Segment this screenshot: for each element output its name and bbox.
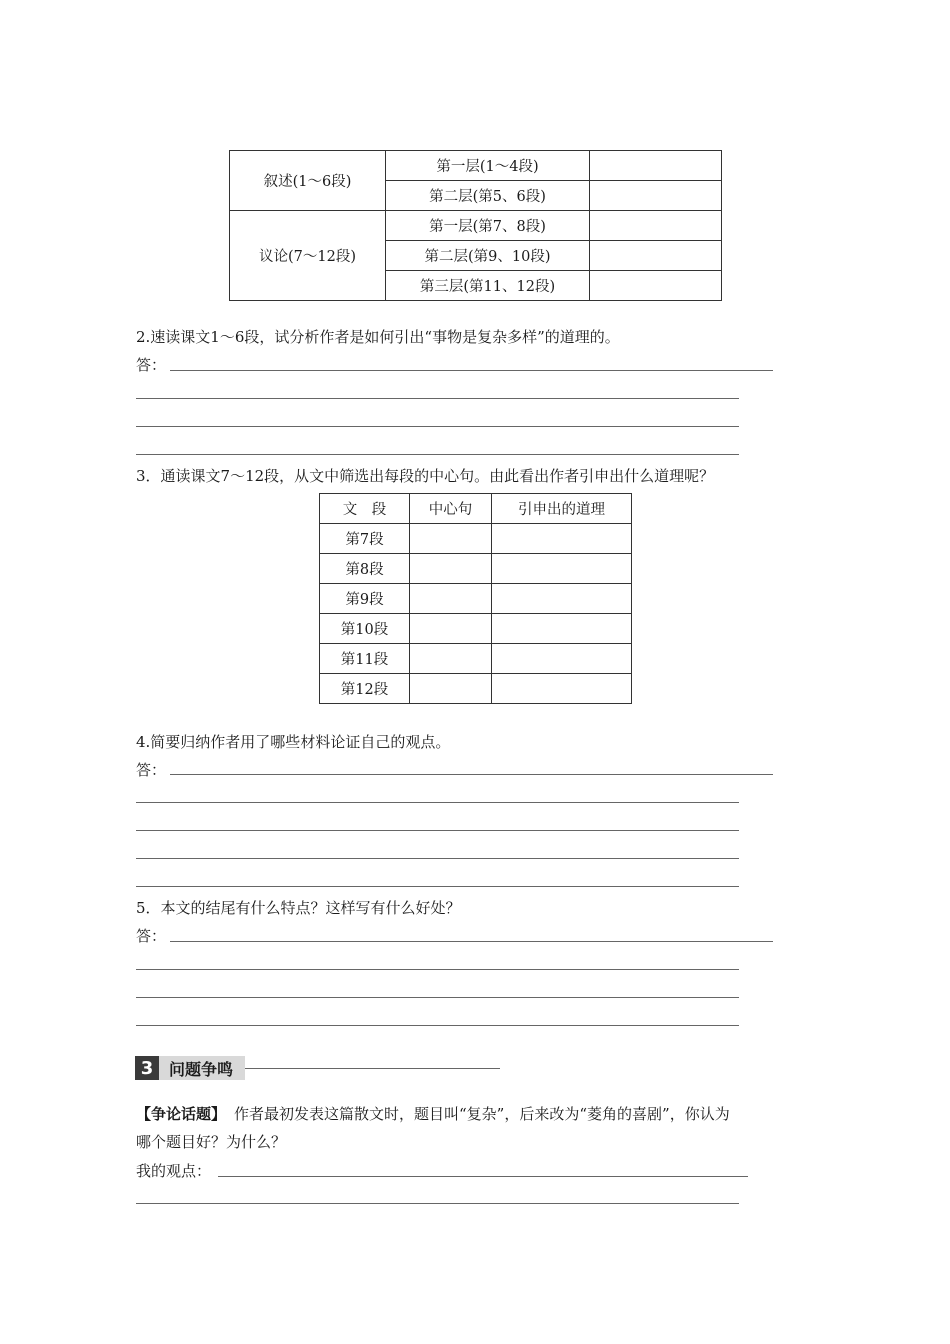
question-3: 3．通读课文7～12段，从文中筛选出每段的中心句。由此看出作者引申出什么道理呢？ [136,467,715,485]
header-cell: 中心句 [410,494,492,524]
header-cell: 文 段 [320,494,410,524]
blank-cell[interactable] [492,554,632,584]
row-label: 第11段 [320,644,410,674]
debate-text [136,1103,730,1124]
layer-cell: 第一层(1～4段) [386,151,590,181]
answer-label: 答： [136,927,167,945]
blank-cell[interactable] [410,584,492,614]
row-label: 第7段 [320,524,410,554]
answer-line[interactable] [136,830,739,831]
answer-line[interactable] [136,426,739,427]
blank-cell[interactable] [590,241,722,271]
answer-line[interactable] [136,886,739,887]
layer-cell: 第三层(第11、12段) [386,271,590,301]
blank-cell[interactable] [590,211,722,241]
answer-line[interactable] [170,370,773,371]
answer-label: 答： [136,761,167,779]
layer-cell: 第二层(第9、10段) [386,241,590,271]
debate-tag: 【争论话题】 [136,1105,227,1123]
row-label: 第10段 [320,614,410,644]
blank-cell[interactable] [492,524,632,554]
answer-line[interactable] [136,398,739,399]
answer-line[interactable] [136,969,739,970]
section-number: 3 [135,1056,159,1080]
section-header [135,1056,500,1080]
debate-line-1: 作者最初发表这篇散文时，题目叫“复杂”，后来改为“菱角的喜剧”，你认为 [234,1105,730,1123]
group-label: 议论(7～12段) [230,211,386,301]
blank-cell[interactable] [410,554,492,584]
blank-cell[interactable] [590,271,722,301]
answer-line[interactable] [136,997,739,998]
answer-line[interactable] [170,941,773,942]
structure-table [229,150,722,301]
blank-cell[interactable] [410,614,492,644]
blank-cell[interactable] [590,151,722,181]
group-label: 叙述(1～6段) [230,151,386,211]
blank-cell[interactable] [410,524,492,554]
blank-cell[interactable] [492,644,632,674]
blank-cell[interactable] [590,181,722,211]
row-label: 第9段 [320,584,410,614]
answer-line[interactable] [136,1203,739,1204]
answer-label: 答： [136,356,167,374]
row-label: 第8段 [320,554,410,584]
section-title: 问题争鸣 [159,1056,245,1080]
layer-cell: 第一层(第7、8段) [386,211,590,241]
blank-cell[interactable] [410,674,492,704]
row-label: 第12段 [320,674,410,704]
blank-cell[interactable] [492,584,632,614]
blank-cell[interactable] [492,674,632,704]
blank-cell[interactable] [492,614,632,644]
question-2: 2.速读课文1～6段，试分析作者是如何引出“事物是复杂多样”的道理的。 [136,328,620,346]
layer-cell: 第二层(第5、6段) [386,181,590,211]
question-5: 5．本文的结尾有什么特点？这样写有什么好处？ [136,899,461,917]
answer-line[interactable] [136,454,739,455]
answer-line[interactable] [136,802,739,803]
central-sentence-table [319,493,632,704]
section-rule [245,1068,500,1069]
answer-line[interactable] [218,1176,748,1177]
debate-line-2: 哪个题目好？为什么？ [136,1133,287,1151]
opinion-label: 我的观点： [136,1162,212,1180]
answer-line[interactable] [136,858,739,859]
header-cell: 引申出的道理 [492,494,632,524]
answer-line[interactable] [170,774,773,775]
blank-cell[interactable] [410,644,492,674]
answer-line[interactable] [136,1025,739,1026]
question-4: 4.简要归纳作者用了哪些材料论证自己的观点。 [136,733,451,751]
